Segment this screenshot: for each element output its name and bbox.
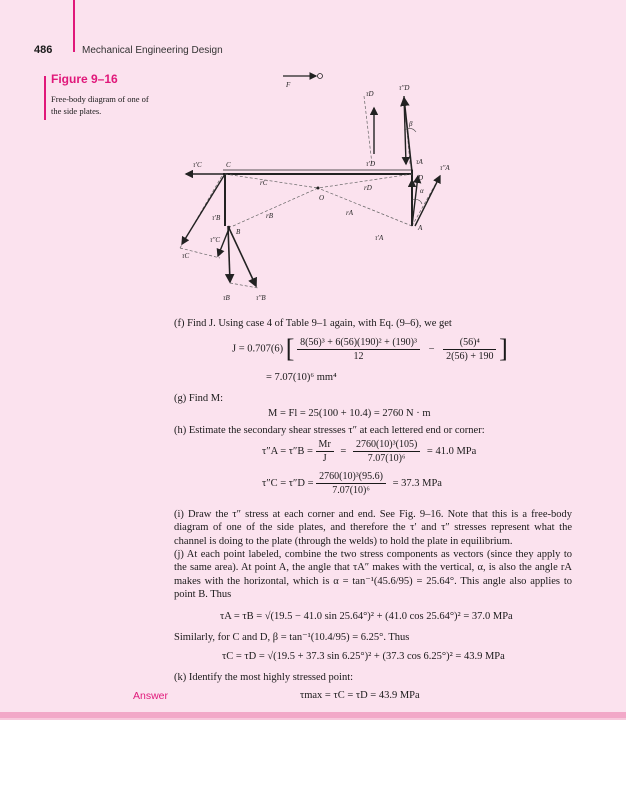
label-alpha: α — [420, 187, 424, 195]
label-tauD-double: τ″D — [399, 84, 410, 92]
label-rC: rC — [260, 179, 268, 187]
label-A: A — [418, 224, 423, 232]
vector-tauB — [228, 226, 256, 286]
vector-tauB-double — [228, 226, 230, 282]
eq-J-den2: 2(56) + 190 — [446, 350, 494, 362]
eq-tauCD-frac-num: 2760(10)³(95.6) — [316, 471, 386, 484]
centroid-O — [317, 187, 320, 190]
step-j-text: (j) At each point labeled, combine the two stress components as vectors (since they apply to the same area). At point A, the angle that τA″ makes with the vertical, α, is also the angle rA makes with the horizontal, which is α = tan⁻¹(45.6/95) = 25.64°. This angle also applies to point B. Thus — [174, 549, 572, 601]
step-h-text: (h) Estimate the secondary shear stresses τ″ at each lettered end or corner: — [174, 425, 485, 436]
eq-J-fraction-2 — [443, 337, 496, 362]
equation-J — [232, 334, 508, 364]
label-rA: rA — [346, 209, 353, 217]
equation-J-result: = 7.07(10)⁶ mm⁴ — [266, 372, 337, 383]
figure-caption: Free-body diagram of one of the side plates. — [51, 94, 149, 116]
equation-M: M = Fl = 25(100 + 10.4) = 2760 N · m — [268, 408, 431, 419]
eq-J-bracket-left: [ — [285, 334, 295, 363]
equation-tau-max: τmax = τC = τD = 43.9 MPa — [300, 690, 420, 701]
label-tauB-prime: τ′B — [212, 214, 221, 222]
eq-tauCD-frac — [316, 471, 386, 496]
step-i-text: (i) Draw the τ″ stress at each corner and end. See Fig. 9–16. Note that this is a free-body diagram of one of the side plates, and therefore the τ′ and τ″ stresses represent what the channel is doing to the plate (through the welds) to hold the plate in equilibrium. — [174, 509, 572, 547]
eq-J-lhs: J = 0.707(6) — [232, 343, 284, 355]
step-g-text: (g) Find M: — [174, 393, 224, 404]
step-f-text: (f) Find J. Using case 4 of Table 9–1 again, with Eq. (9–6), we get — [174, 318, 452, 329]
label-tauA-prime: τ′A — [375, 234, 384, 242]
label-tauD-prime: τ′D — [366, 160, 376, 168]
label-D: D — [418, 174, 424, 182]
eq-tauAB-frac2-num: 2760(10)³(105) — [353, 439, 420, 452]
eq-tauAB-frac1-den: J — [322, 453, 327, 464]
eq-tauAB-frac2-den: 7.07(10)⁶ — [367, 453, 406, 464]
angle-beta-arc — [404, 128, 416, 132]
eq-J-num1: 8(56)³ + 6(56)(190)² + (190)³ — [297, 337, 420, 350]
label-tauB: τB — [223, 294, 230, 302]
label-tauB-double: τ″B — [256, 294, 266, 302]
label-tauC: τC — [182, 252, 190, 260]
radius-rC — [225, 174, 318, 188]
equation-tau-C: τC = τD = √(19.5 + 37.3 sin 6.25°)² + (37.3 cos 6.25°)² = 43.9 MPa — [222, 651, 505, 662]
force-origin — [318, 74, 323, 79]
eq-tauAB-frac1-num: Mr — [316, 439, 334, 452]
eq-J-num2: (56)⁴ — [443, 337, 496, 350]
eq-J-fraction-1 — [297, 337, 420, 362]
vector-tauA-double — [415, 176, 440, 226]
label-B: B — [236, 228, 241, 236]
label-F: F — [286, 81, 291, 89]
radius-rB — [233, 188, 318, 226]
label-rB: rB — [266, 212, 273, 220]
header-divider — [73, 0, 75, 52]
eq-tauCD-frac-den: 7.07(10)⁶ — [332, 485, 370, 496]
equation-tau-CD — [262, 471, 442, 496]
book-title: Mechanical Engineering Design — [82, 45, 223, 56]
equation-tau-A: τA = τB = √(19.5 − 41.0 sin 25.64°)² + (41.0 cos 25.64°)² = 37.0 MPa — [220, 611, 513, 622]
eq-tauCD-result: = 37.3 MPa — [392, 478, 442, 489]
label-tauC-double: τ″C — [210, 236, 221, 244]
label-tauD: τD — [366, 90, 374, 98]
angle-alpha-arc — [412, 200, 422, 205]
page-number: 486 — [34, 44, 53, 56]
label-tauC-prime: τ′C — [193, 161, 202, 169]
eq-tauAB-frac1 — [316, 439, 334, 464]
label-tauA-double: τ″A — [440, 164, 450, 172]
dash-b-bottom — [230, 283, 258, 288]
eq-tauCD-lhs: τ″C = τ″D = — [262, 478, 314, 489]
label-O: O — [319, 194, 325, 202]
figure-label: Figure 9–16 — [51, 72, 118, 86]
eq-tauAB-mid: = — [340, 446, 347, 457]
radius-rA — [318, 188, 412, 226]
dash-d-upper — [364, 96, 372, 164]
step-k-text: (k) Identify the most highly stressed point: — [174, 672, 354, 683]
figure-accent-bar — [44, 76, 46, 120]
label-C: C — [226, 161, 231, 169]
step-j-text-2: Similarly, for C and D, β = tan⁻¹(10.4/95) = 6.25°. Thus — [174, 632, 410, 643]
free-body-diagram — [168, 68, 468, 304]
eq-J-minus: − — [428, 343, 435, 355]
equation-tau-AB — [262, 439, 476, 464]
vector-tauC-double — [182, 174, 225, 244]
label-rD: rD — [364, 184, 372, 192]
label-tauA: τA — [416, 158, 423, 166]
label-beta: β — [409, 120, 413, 128]
answer-label: Answer — [133, 690, 169, 702]
eq-J-den1: 12 — [353, 350, 364, 362]
eq-tauAB-lhs: τ″A = τ″B = — [262, 446, 313, 457]
page-bottom-rule-thin — [0, 718, 626, 720]
eq-tauAB-result: = 41.0 MPa — [426, 446, 477, 457]
eq-J-bracket-right: ] — [499, 334, 508, 363]
eq-tauAB-frac2 — [353, 439, 420, 464]
